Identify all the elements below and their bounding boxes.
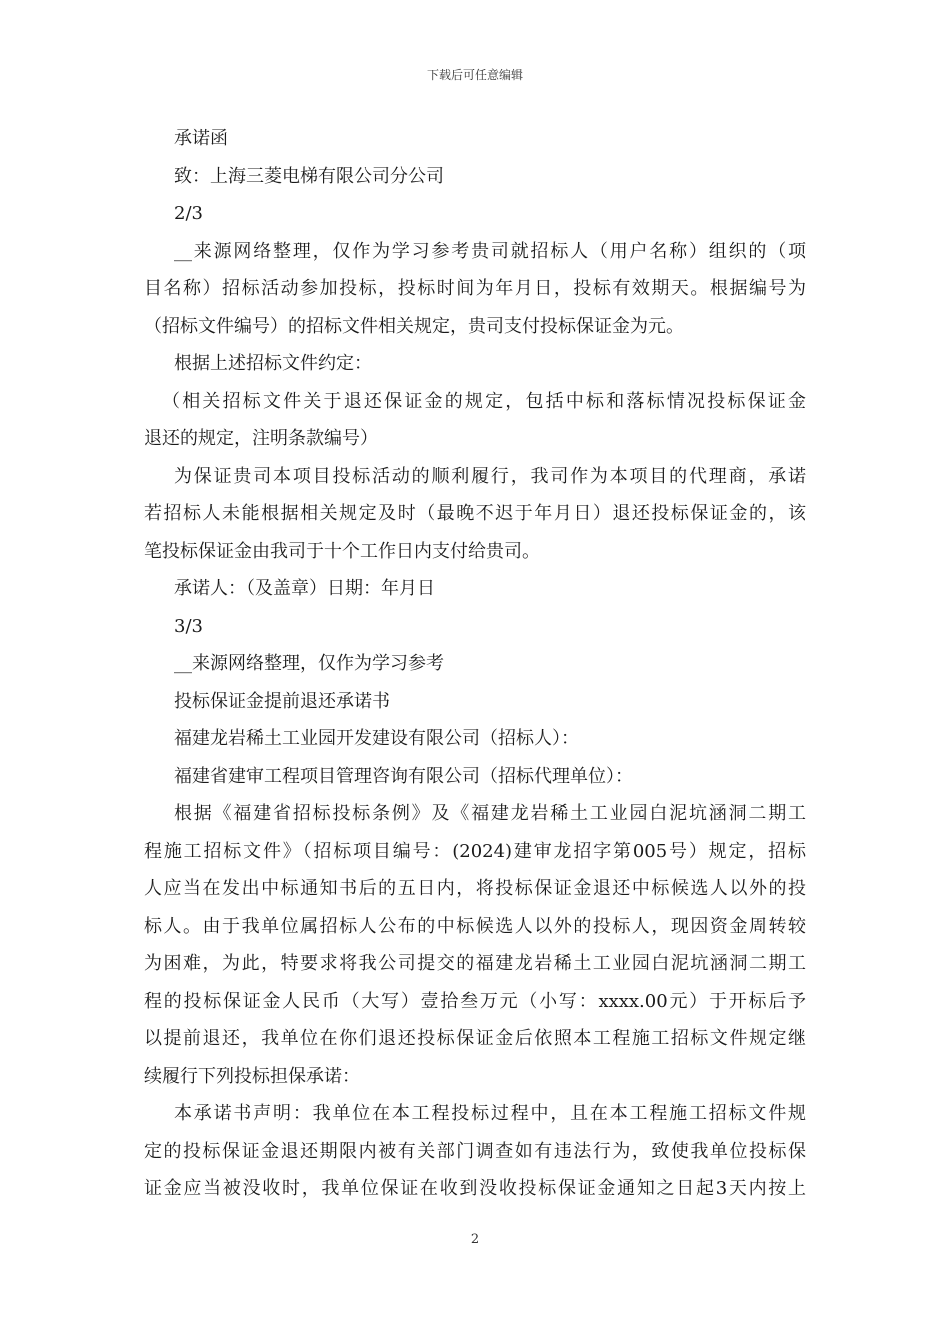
paragraph-line: 定的投标保证金退还期限内被有关部门调查如有违法行为，致使我单位投标保 xyxy=(144,1140,806,1162)
paragraph-line: 本承诺书声明：我单位在本工程投标过程中，且在本工程施工招标文件规 xyxy=(174,1103,806,1124)
paragraph-line: 笔投标保证金由我司于十个工作日内支付给贵司。 xyxy=(144,540,540,562)
paragraph-line: 续履行下列投标担保承诺： xyxy=(144,1065,360,1087)
page-number: 2 xyxy=(470,1232,480,1247)
paragraph-line: __来源网络整理，仅作为学习参考贵司就招标人（用户名称）组织的（项 xyxy=(174,240,806,262)
paragraph-line: 为保证贵司本项目投标活动的顺利履行，我司作为本项目的代理商，承诺 xyxy=(174,465,806,487)
paragraph-line: 为困难，为此，特要求将我公司提交的福建龙岩稀土工业园白泥坑涵洞二期工 xyxy=(144,953,806,974)
paragraph-line: 人应当在发出中标通知书后的五日内，将投标保证金退还中标候选人以外的投 xyxy=(144,878,806,899)
document-body xyxy=(144,120,806,1208)
paragraph-line: 若招标人未能根据相关规定及时（最晚不迟于年月日）退还投标保证金的，该 xyxy=(144,503,806,524)
paragraph-line: 以提前退还，我单位在你们退还投标保证金后依照本工程施工招标文件规定继 xyxy=(144,1028,806,1049)
page-header-note: 下载后可任意编辑 xyxy=(426,68,523,82)
paragraph-line: 目名称）招标活动参加投标，投标时间为年月日，投标有效期天。根据编号为 xyxy=(144,278,806,299)
paragraph-line: 退还的规定，注明条款编号） xyxy=(144,428,378,449)
paragraph-line: 程的投标保证金人民币（大写）壹拾叁万元（小写：xxxx.00元）于开标后予 xyxy=(144,990,806,1012)
addressee-line: 福建龙岩稀土工业园开发建设有限公司（招标人）： xyxy=(174,728,579,749)
source-note-line: __来源网络整理，仅作为学习参考 xyxy=(174,653,444,674)
page-marker: 2/3 xyxy=(174,203,203,224)
addressee-line: 致：上海三菱电梯有限公司分公司 xyxy=(174,165,444,187)
section-title: 投标保证金提前退还承诺书 xyxy=(174,690,390,712)
doc-title: 承诺函 xyxy=(174,128,228,149)
paragraph-line: （相关招标文件关于退还保证金的规定，包括中标和落标情况投标保证金 xyxy=(162,390,806,412)
paragraph-line: 根据上述招标文件约定： xyxy=(174,353,372,374)
paragraph-line: 根据《福建省招标投标条例》及《福建龙岩稀土工业园白泥坑涵洞二期工 xyxy=(174,803,806,824)
paragraph-line: 证金应当被没收时，我单位保证在收到没收投标保证金通知之日起3天内按上 xyxy=(144,1178,806,1199)
page-marker: 3/3 xyxy=(174,615,203,637)
addressee-line: 福建省建审工程项目管理咨询有限公司（招标代理单位）： xyxy=(174,765,633,787)
signature-line: 承诺人：（及盖章）日期：年月日 xyxy=(174,578,435,599)
paragraph-line: 程施工招标文件》（招标项目编号：(2024)建审龙招字第005号）规定，招标 xyxy=(144,840,806,862)
paragraph-line: （招标文件编号）的招标文件相关规定，贵司支付投标保证金为元。 xyxy=(144,315,684,337)
paragraph-line: 标人。由于我单位属招标人公布的中标候选人以外的投标人，现因资金周转较 xyxy=(144,915,806,937)
